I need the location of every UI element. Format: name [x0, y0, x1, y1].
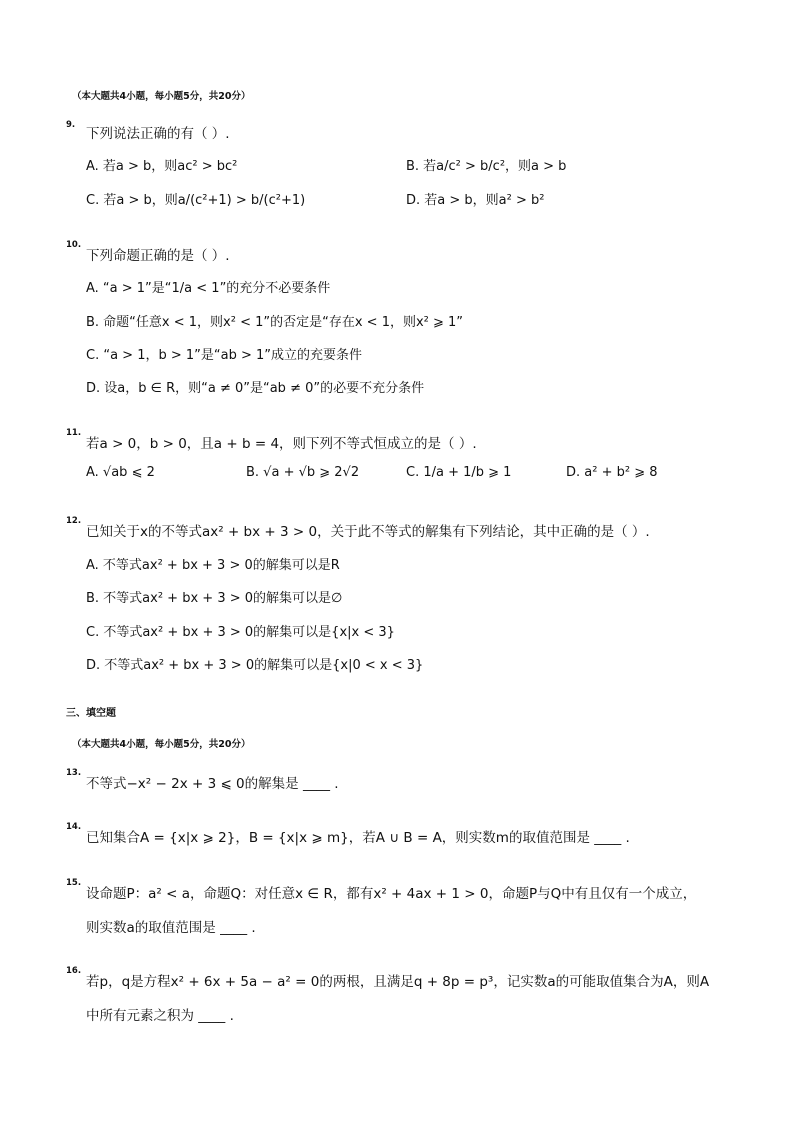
question-12-option-a: A. 不等式ax² + bx + 3 > 0的解集可以是R — [86, 558, 340, 573]
question-10-option-d: D. 设a，b ∈ R，则“a ≠ 0”是“ab ≠ 0”的必要不充分条件 — [86, 381, 425, 396]
question-10-stem: 下列命题正确的是（ ）. — [86, 248, 230, 264]
question-15-line-1: 设命题P：a² < a，命题Q：对任意x ∈ R，都有x² + 4ax + 1 > 0，命题P与Q中有且仅有一个成立， — [86, 886, 697, 902]
question-11-option-c: C. 1/a + 1/b ⩾ 1 — [406, 465, 512, 480]
question-13-stem: 不等式−x² − 2x + 3 ⩽ 0的解集是 ____ . — [86, 776, 339, 792]
question-12-option-c: C. 不等式ax² + bx + 3 > 0的解集可以是{x|x < 3} — [86, 625, 395, 640]
question-12-stem: 已知关于x的不等式ax² + bx + 3 > 0，关于此不等式的解集有下列结论，其中正确的是（ ）. — [86, 524, 650, 540]
question-10-option-a: A. “a > 1”是“1/a < 1”的充分不必要条件 — [86, 281, 331, 296]
question-11-option-d: D. a² + b² ⩾ 8 — [566, 465, 658, 480]
question-9-stem: 下列说法正确的有（ ）. — [86, 126, 230, 142]
question-16-line-2: 中所有元素之积为 ____ . — [86, 1008, 234, 1024]
question-number-14: 14. — [66, 822, 82, 832]
question-11-stem: 若a > 0，b > 0，且a + b = 4，则下列不等式恒成立的是（ ）. — [86, 436, 477, 452]
question-number-15: 15. — [66, 878, 82, 888]
question-11-option-a: A. √ab ⩽ 2 — [86, 465, 155, 480]
question-10-option-b: B. 命题“任意x < 1，则x² < 1”的否定是“存在x < 1，则x² ⩾ 1” — [86, 315, 464, 330]
section-note-2: （本大题共4小题，每小题5分，共20分） — [72, 739, 251, 750]
question-15-line-2: 则实数a的取值范围是 ____ . — [86, 920, 256, 936]
question-9-option-d: D. 若a > b，则a² > b² — [406, 193, 545, 208]
question-12-option-d: D. 不等式ax² + bx + 3 > 0的解集可以是{x|0 < x < 3} — [86, 658, 424, 673]
question-14-stem: 已知集合A = {x|x ⩾ 2}，B = {x|x ⩾ m}，若A ∪ B = A，则实数m的取值范围是 ____ . — [86, 830, 630, 846]
question-number-9: 9. — [66, 120, 76, 130]
section-title: 三、填空题 — [66, 708, 116, 719]
question-number-11: 11. — [66, 428, 82, 438]
question-10-option-c: C. “a > 1，b > 1”是“ab > 1”成立的充要条件 — [86, 348, 363, 363]
question-9-option-c: C. 若a > b，则a/(c²+1) > b/(c²+1) — [86, 193, 306, 208]
question-number-13: 13. — [66, 768, 82, 778]
question-12-option-b: B. 不等式ax² + bx + 3 > 0的解集可以是∅ — [86, 591, 343, 606]
question-number-10: 10. — [66, 240, 82, 250]
question-9-option-a: A. 若a > b，则ac² > bc² — [86, 159, 238, 174]
section-note: （本大题共4小题，每小题5分，共20分） — [72, 91, 251, 102]
question-11-option-b: B. √a + √b ⩾ 2√2 — [246, 465, 360, 480]
question-number-12: 12. — [66, 516, 82, 526]
question-16-line-1: 若p，q是方程x² + 6x + 5a − a² = 0的两根，且满足q + 8p = p³，记实数a的可能取值集合为A，则A — [86, 974, 710, 990]
question-number-16: 16. — [66, 966, 82, 976]
question-9-option-b: B. 若a/c² > b/c²，则a > b — [406, 159, 567, 174]
